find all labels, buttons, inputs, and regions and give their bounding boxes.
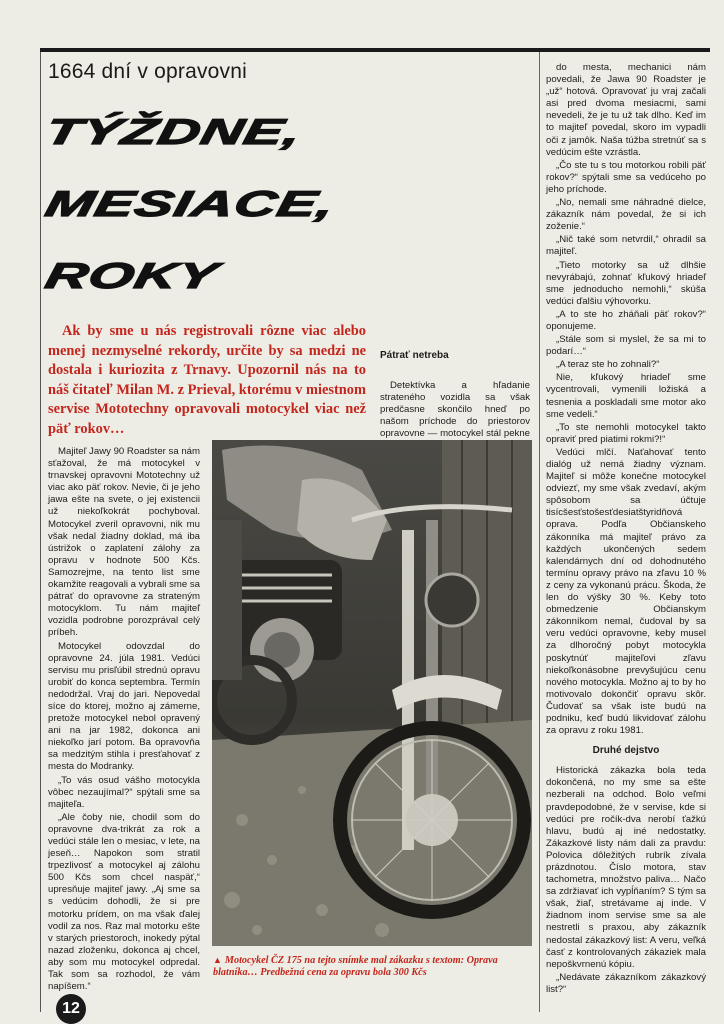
article-kicker: 1664 dní v opravovni: [48, 60, 247, 83]
motorcycle-illustration: [212, 440, 532, 946]
paragraph: „Nedávate zákazníkom zákazkový list?“: [546, 971, 706, 995]
paragraph: Motocykel odovzdal do opravovne 24. júla 1981. Vedúci servisu mu prisľúbil strednú opravu urobiť do konca septembra. Termín nedodržal. Vraj do jari. Nepovedal síce do ktorej, možno aj zámerne, pretože motocykel nebol opravený ani na jar 1982, dokonca ani niekoľko jarí potom. Ba opravovňa sa medzitým stihla i presťahovať z mesta do Modranky.: [48, 640, 200, 773]
paragraph: „No, nemali sme náhradné dielce, zákazník nám povedal, že si ich zoženie.“: [546, 197, 706, 233]
paragraph: „Nič také som netvrdil,“ ohradil sa majiteľ.: [546, 234, 706, 258]
headline-line-2: MESIACE,: [41, 183, 339, 224]
paragraph: „To vás osud vášho motocykla vôbec nezaujímal?“ spýtali sme sa majiteľa.: [48, 774, 200, 810]
subheading-druhe-dejstvo: Druhé dejstvo: [592, 745, 660, 757]
paragraph: „Stále som si myslel, že sa mi to podarí…“: [546, 334, 706, 358]
paragraph: Nie, kľukový hriadeľ sme vycentrovali, vymenili ložiská a tesnenia a poskladali sme motor ako sme vedeli.“: [546, 372, 706, 420]
paragraph: „A to ste ho zháňali päť rokov?“ oponujeme.: [546, 308, 706, 332]
paragraph: „Tieto motorky sa už dlhšie nevyrábajú, zohnať kľukový hriadeľ sme jednoducho nemohli,“ skúša vedúci ďalšiu výhovorku.: [546, 259, 706, 307]
headline-line-1: TÝŽDNE,: [41, 111, 306, 152]
paragraph: „Ale čoby nie, chodil som do opravovne dva-trikrát za rok a vedúci stále len o mesiac, v lete, na jeseň… Napokon som stratil trpezlivosť a motocykel aj zálohu 500 Kčs som chcel naspäť,“ upresňuje majiteľ jawy. „Aj sme sa s vedúcim dohodli, že si pre motorku prídem, on ma však ďalej vodil za nos. Raz mal motorku ešte v starých priestoroch, inokedy pýtal nazad zloženku, dokonca aj chcel, aby som mu motocykel odpredal. Tak som sa rozhodol, že vám napíšem.“: [48, 811, 200, 993]
paragraph: do mesta, mechanici nám povedali, že Jawa 90 Roadster je „už“ hotová. Opravovať ju vraj začali asi pred dvoma mesiacmi, sami nevedeli, že je tu už tak dlho. Keď im to majiteľ povedal, skoro im vypadli oči z jamôk. Naša túžba stretnúť sa s vedúcim ešte vzrástla.: [546, 62, 706, 158]
paragraph: Majiteľ Jawy 90 Roadster sa nám sťažoval, že má motocykel v trnavskej opravovni Mototechny už viac ako päť rokov. Nevie, či je jeho jawa ešte na svete, o jej existencii už niekoľkokrát pochyboval. Motocykel zveril opravovni, nik mu však nedal žiadny doklad, má iba ústrižok o zaplatení zálohy za opravu v hodnote 500 Kčs. Samozrejme, na tento list sme okamžite reagovali a vybrali sme sa pátrať do opravovne za strateným motocyklom. Tu nám majiteľ vozidla podrobne porozprával celý príbeh.: [48, 446, 200, 639]
paragraph: Vedúci mlčí. Naťahovať tento dialóg už nemá žiadny význam. Majiteľ si môže konečne motocykel odviezť, my sme však zvedaví, akým spôsobom sa účtuje tisícšesťstošesťdesiatštyridňová oprava. Podľa Občianskeho zákonníka má majiteľ právo za každých ukončených sedem kalendárnych dní od dohodnutého termínu opravy právo na zľavu 10 % z ceny za vykonanú prácu. Škoda, že len do výšky 30 %. Keby toto obmedzenie Občianskym zákonníkom nemal, čudoval by sa veru vedúci opravovne, keby musel za dlhoročný pobyt motocykla poskytnúť majiteľovi zľavu niekoľkonásobne prevyšujúcu cenu nového motocykla. Možno aj to by ho motivovalo dokončiť opravu skôr. Čudovať sa však iste budú na podniku, keď budú likvidovať zálohu za opravu z roku 1981.: [546, 446, 706, 737]
top-rule: [40, 48, 710, 52]
paragraph: „To ste nemohli motocykel takto opraviť pred piatimi rokmi?!“: [546, 421, 706, 445]
caption-text: Motocykel ČZ 175 na tejto snímke mal zákazku s textom: Oprava blatníka… Predbežná cena za opravu bola 300 Kčs: [213, 955, 498, 978]
paragraph: „A teraz ste ho zohnali?“: [556, 359, 660, 371]
frame-rule-left: [40, 52, 41, 1012]
subheading-patrat-netreba: Pátrať netreba: [380, 350, 449, 361]
paragraph: Historická zákazka bola teda dokončená, no my sme sa ešte nezberali na odchod. Bolo veľmi pravdepodobné, že v servise, kde si vedúci pre ročík-dva nerobí ťažkú hlavu, budú aj iné nedostatky. Zákazkové listy nám dali za pravdu: Polovica dôležitých rubrík zívala prázdnotou. Číslo motora, stav tachometra, množstvo paliva… Načo sa zdržiavať ich vypĺňaním? S tým sa však, žiaľ, stretávame aj inde. V žiadnom inom servise sme sa ale nestretli s praxou, aby zákazník nedostal zákazkový list: A veru, veľká časť z kontrolovaných zákaziek mala nepoškvrnenú kópiu.: [546, 765, 706, 970]
motorcycle-photo: [212, 440, 532, 946]
headline-line-3: ROKY: [41, 255, 222, 296]
photo-caption: [213, 954, 533, 979]
caption-marker: ▲: [213, 955, 222, 965]
paragraph: „Čo ste tu s tou motorkou robili päť rokov?“ spýtali sme sa vedúceho po jeho príchode.: [546, 159, 706, 195]
paragraph: Detektívka a hľadanie strateného vozidla sa však predčasne skončilo hneď po našom príchode do priestorov opravovne — motocykel stál pekne: [380, 380, 530, 440]
article-lead: Ak by sme u nás registrovali rôzne viac alebo menej nezmyselné rekordy, určite by sa medzi ne dostala i kuriozita z Trnavy. Upozornil nás na to náš čitateľ Milan M. z Prieval, ktorému v miestnom servise Mototechny opravovali motocykel viac než päť rokov…: [48, 323, 366, 437]
frame-rule-middle: [539, 52, 540, 1012]
page-number: 12: [56, 994, 86, 1024]
text-column-1: [48, 446, 200, 994]
article-headline: [41, 96, 526, 312]
text-column-3: [546, 62, 706, 997]
